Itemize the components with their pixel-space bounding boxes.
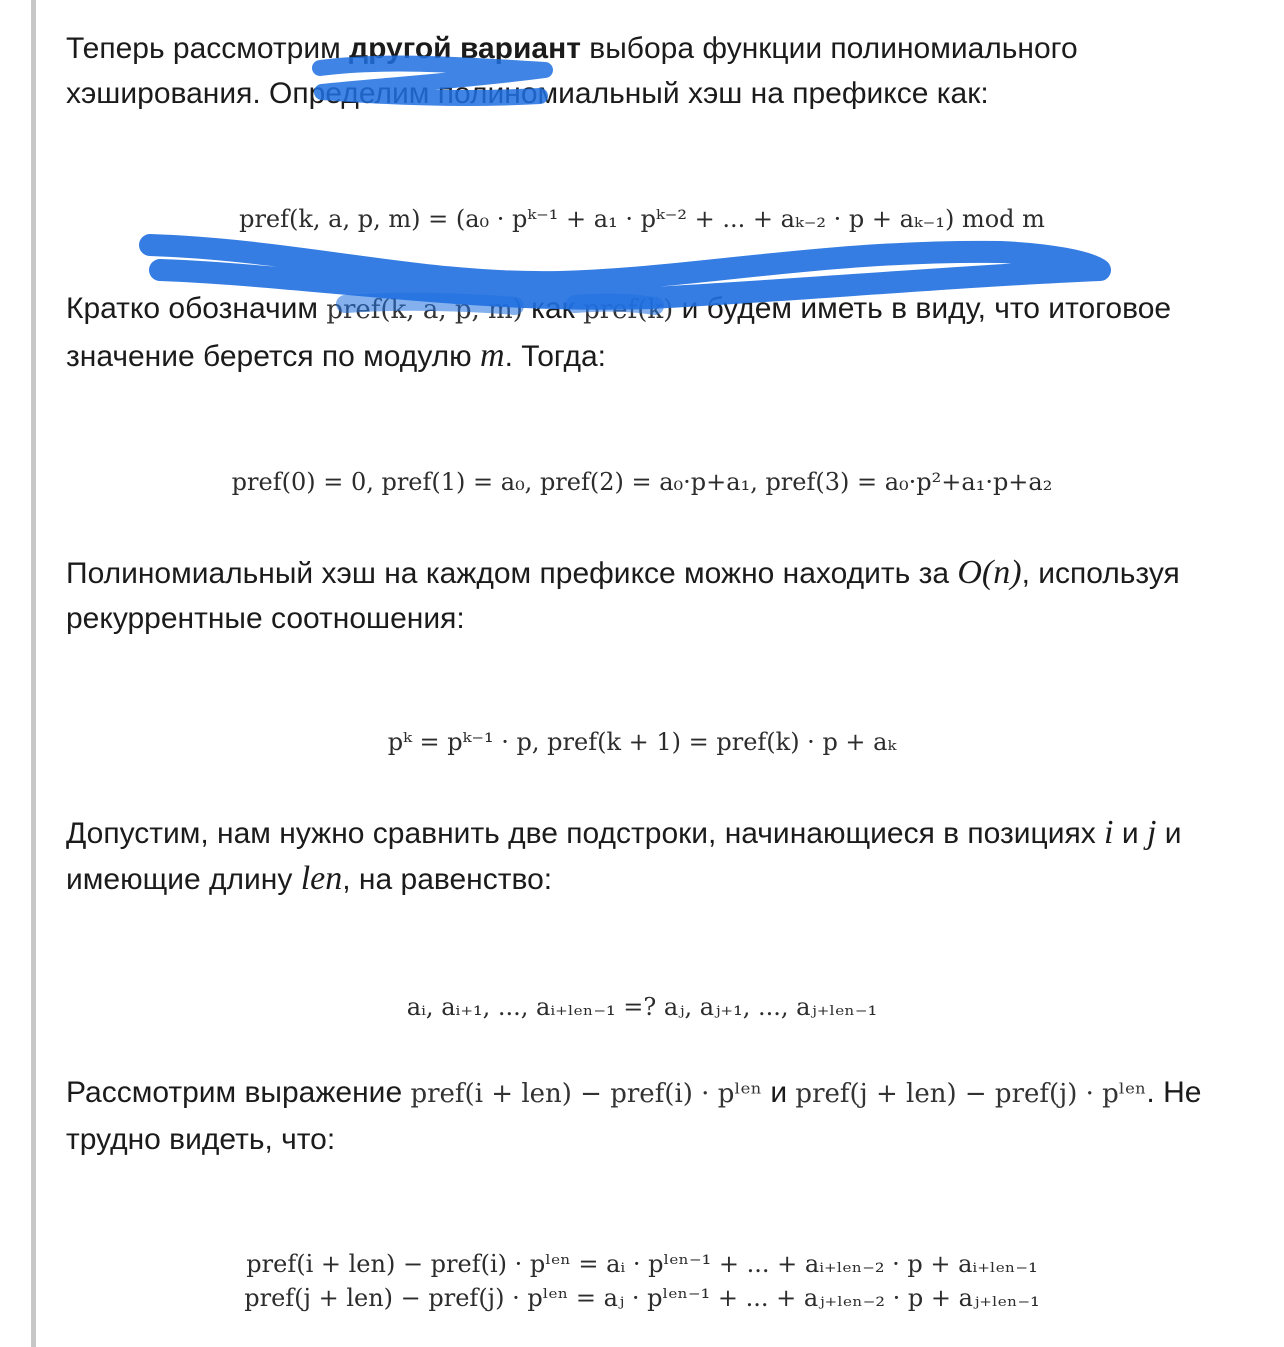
paragraph-intro [66,26,1226,116]
bold-phrase: другой вариант [349,32,581,65]
paragraph-expression [66,1070,1226,1162]
text-run: Полиномиальный хэш на каждом префиксе можно находить за [66,557,958,590]
text-run: Теперь рассмотрим [66,32,350,65]
inline-variable: len [300,860,343,897]
inline-variable: i [1104,814,1114,851]
text-run: выбора функции полиномиального хэширования. Определим полиномиальный хэш на префиксе как: [66,32,1078,110]
text-run: как [522,292,584,325]
inline-formula: O(n) [957,554,1022,591]
paragraph-notation [66,286,1226,379]
text-run: , используя рекуррентные соотношения: [66,557,1180,635]
blockquote-left-border [31,0,36,1347]
text-run: и [1113,817,1147,850]
text-run: . Не трудно видеть, что: [66,1076,1202,1156]
text-run: и имеющие длину [66,817,1182,896]
inline-formula: pref(k, a, p, m) [326,295,523,325]
text-run: Рассмотрим выражение [66,1076,411,1109]
inline-variable: m [480,337,505,374]
text-run: и будем иметь в виду, что итоговое значение берется по модулю [66,292,1172,373]
inline-variable: j [1146,814,1157,851]
formula-line-j: pref(j + len) − pref(j) · pˡᵉⁿ = aⱼ · pˡᵉⁿ⁻¹ + ... + aⱼ₊ₗₑₙ₋₂ · p + aⱼ₊ₗₑₙ₋₁ [244,1284,1040,1312]
formula-prefix-examples: pref(0) = 0, pref(1) = a₀, pref(2) = a₀·p+a₁, pref(3) = a₀·p²+a₁·p+a₂ [231,468,1053,496]
inline-formula: pref(k) [583,295,674,325]
inline-formula: pref(j + len) − pref(j) · pˡᵉⁿ [795,1079,1147,1109]
formula-comparison: aᵢ, aᵢ₊₁, ..., aᵢ₊ₗₑₙ₋₁ =? aⱼ, aⱼ₊₁, ..., aⱼ₊ₗₑₙ₋₁ [406,993,878,1021]
formula-recurrence: pᵏ = pᵏ⁻¹ · p, pref(k + 1) = pref(k) · p + aₖ [387,728,897,756]
paragraph-complexity [66,550,1226,641]
formula-prefix-hash: pref(k, a, p, m) = (a₀ · pᵏ⁻¹ + a₁ · pᵏ⁻² + ... + aₖ₋₂ · p + aₖ₋₁) mod m [239,205,1045,233]
text-run: и [761,1076,796,1109]
paragraph-substrings [66,810,1226,902]
text-run: . Тогда: [504,340,607,373]
text-run: Кратко обозначим [66,292,327,325]
text-run: Допустим, нам нужно сравнить две подстроки, начинающиеся в позициях [66,817,1105,850]
inline-formula: pref(i + len) − pref(i) · pˡᵉⁿ [410,1079,762,1109]
formula-line-i: pref(i + len) − pref(i) · pˡᵉⁿ = aᵢ · pˡᵉⁿ⁻¹ + ... + aᵢ₊ₗₑₙ₋₂ · p + aᵢ₊ₗₑₙ₋₁ [246,1250,1038,1278]
text-run: , на равенство: [342,863,553,896]
